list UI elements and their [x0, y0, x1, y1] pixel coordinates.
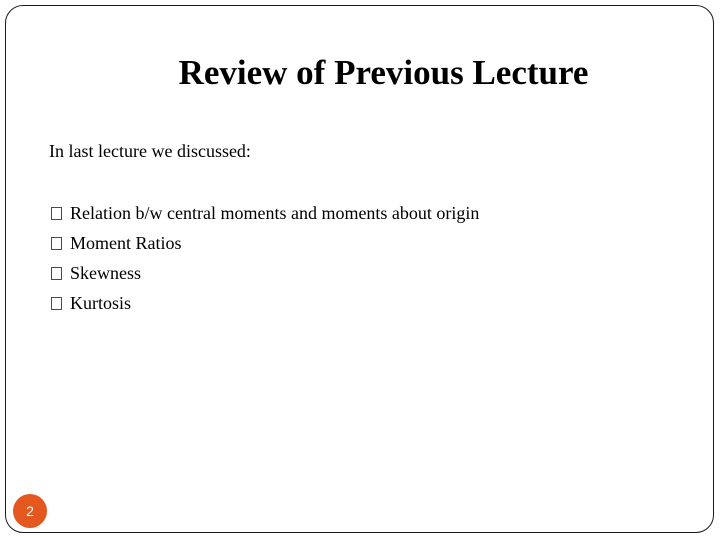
square-outline-bullet-icon: [51, 267, 62, 280]
square-outline-bullet-icon: [51, 207, 62, 220]
slide-frame: [5, 5, 714, 533]
list-item: [51, 198, 479, 228]
list-item: [51, 228, 479, 258]
square-outline-bullet-icon: [51, 237, 62, 250]
intro-text: In last lecture we discussed:: [49, 141, 251, 161]
bullet-list: [51, 198, 479, 318]
bullet-text: Skewness: [70, 262, 141, 283]
bullet-text: Relation b/w central moments and moments about origin: [70, 202, 480, 223]
list-item: [51, 288, 479, 318]
slide-title: Review of Previous Lecture: [178, 53, 589, 92]
bullet-text: Moment Ratios: [70, 232, 182, 253]
list-item: [51, 258, 479, 288]
square-outline-bullet-icon: [51, 297, 62, 310]
slide-number-badge: 2: [13, 494, 47, 528]
bullet-text: Kurtosis: [70, 292, 132, 313]
